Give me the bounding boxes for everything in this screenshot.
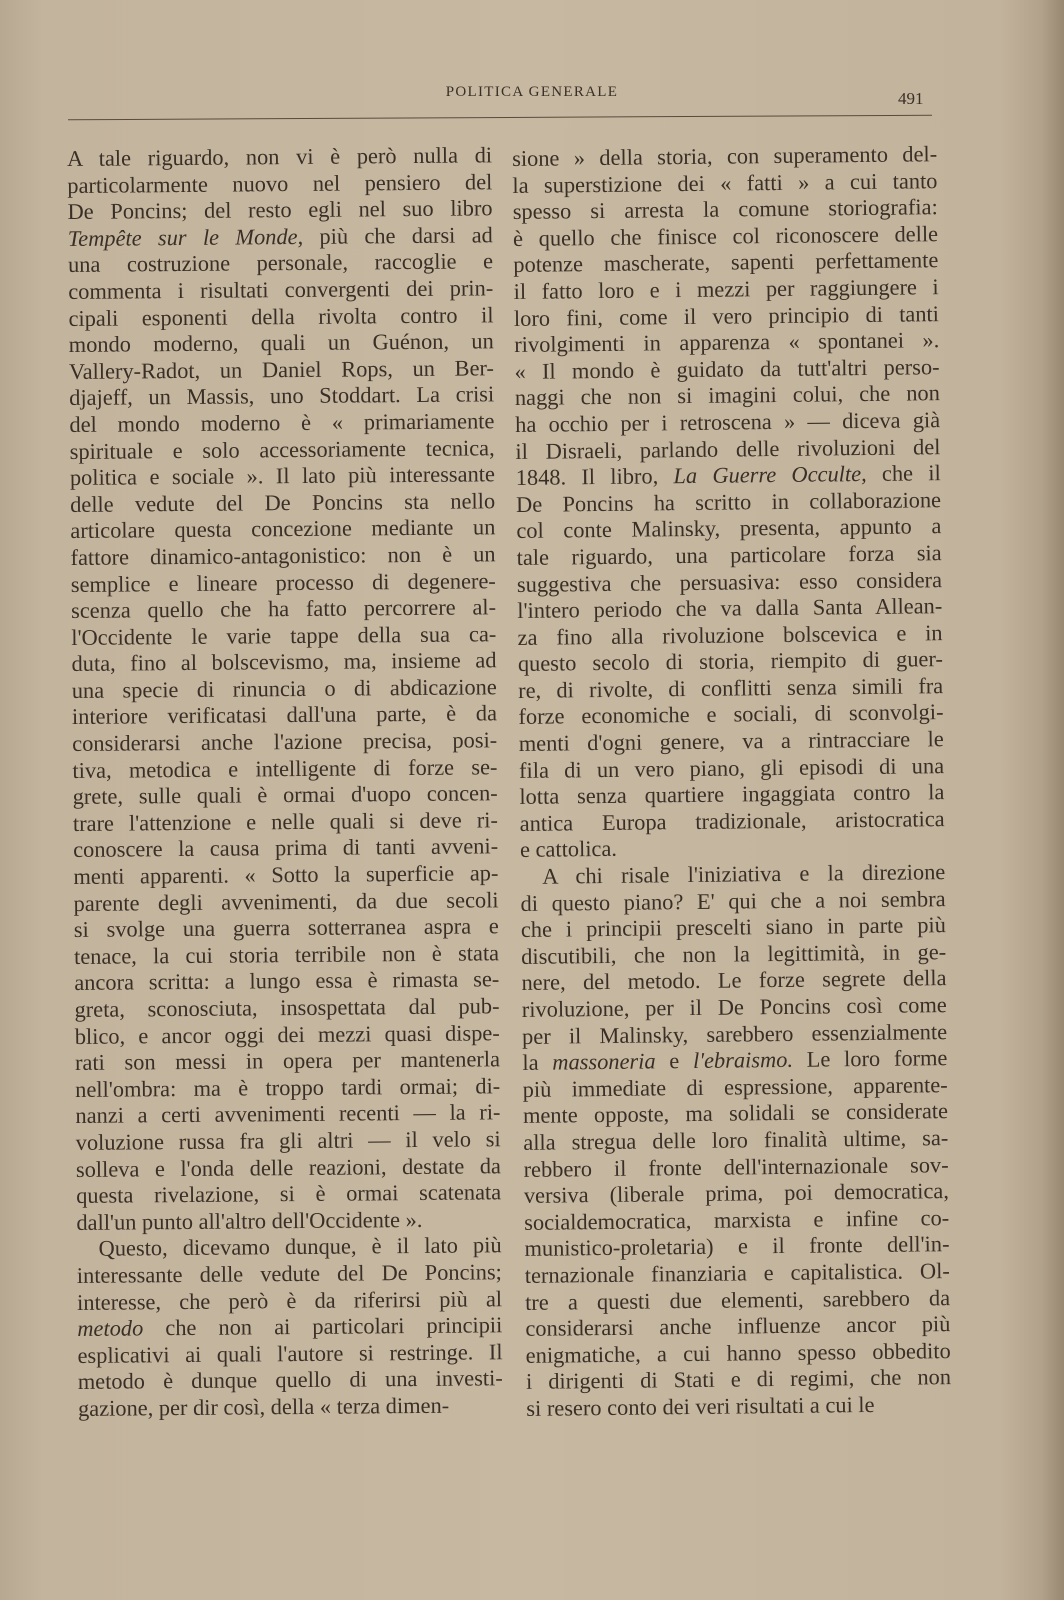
text-line: una costruzione personale, raccoglie e [67,248,494,278]
text-line: versiva (liberale prima, poi democratica, [523,1178,950,1209]
text-line: di questo piano? E' qui che a noi sembra [520,885,946,916]
text-line: è quello che finisce col riconoscere delle [512,220,939,251]
text-line: duta, fino al bolscevismo, ma, insieme ad [71,647,497,677]
text-line: nanzi a certi avvenimenti recenti — la ri- [75,1099,501,1129]
text-line: De Poncins ha scritto in collaborazione [515,486,942,517]
text-line: munistico-proletaria) e il fronte dell'in- [524,1231,950,1262]
text-line: una specie di rinuncia o di abdicazione [71,674,497,703]
text-line: enigmatiche, a cui hanno spesso obbedito [525,1337,951,1368]
text-line: De Poncins; del resto egli nel suo libro [67,195,493,225]
text-line: re, di rivolte, di conflitti senza simili fra [518,673,944,703]
text-line: articolare questa concezione mediante un [70,514,496,544]
header-rule [68,115,932,121]
text-line: il fatto loro e i mezzi per raggiungere i [513,274,939,304]
right-text-column [512,141,951,1422]
text-line: lotta senza quartiere ingaggiata contro la [519,779,945,810]
text-line: commenta i risultati convergenti dei prin- [68,275,494,304]
text-line: trare l'attenzione e nelle quali si deve ri- [72,807,499,836]
italic-segment: La Guerre Occulte, [673,461,867,489]
text-line [77,1312,502,1342]
text-segment: che non ai particolari principii [143,1312,503,1341]
text-line: per il Malinsky, sarebbero essenzialmente [521,1018,948,1049]
text-segment: 1848. Il libro, [515,463,674,491]
text-line: alla stregua delle loro finalità ultime, sa- [523,1125,949,1155]
text-line: grete, sulle quali è ormai d'uopo concen- [72,780,498,810]
text-line: particolarmente nuovo nel pensiero del [67,168,493,198]
text-line: più immediate di espressione, apparente- [522,1071,948,1102]
text-line: considerarsi anche l'azione precisa, posi- [72,727,498,757]
text-line: fattore dinamico-antagonistico: non è un [70,541,496,570]
text-segment: più che darsi ad [303,222,493,249]
page-number: 491 [898,89,924,108]
text-line: dall'un punto all'altro dell'Occidente ». [76,1206,423,1235]
text-line: fila di un vero piano, gli episodi di una [518,752,945,783]
text-line: A chi risale l'iniziativa e la direzione [542,859,946,889]
text-line: i dirigenti di Stati e di regimi, che non [525,1364,952,1395]
text-line: l'Occidente le varie tappe della sua ca- [71,620,497,650]
text-line: la superstizione dei « fatti » a cui tanto [512,167,938,198]
text-line: conoscere la causa prima di tanti avveni- [73,833,499,863]
text-line: suggestiva che persuasiva: esso considera [516,566,943,597]
text-line: antica Europa tradizionale, aristocratica [519,805,945,836]
text-line: si resero conto dei veri risultati a cui le [526,1391,875,1421]
text-line: spirituale e solo accessoriamente tecnica, [69,434,495,464]
text-line: naggi che non si imagini colui, che non [514,380,940,411]
text-line: interesse, che però è da riferirsi più al [76,1285,503,1315]
text-line: parente degli avvenimenti, da due secoli [73,886,499,916]
text-line: Vallery-Radot, un Daniel Rops, un Ber- [68,355,495,384]
text-line: tale riguardo, una particolare forza sia [516,540,942,570]
text-line: « Il mondo è guidato da tutt'altri perso- [514,353,940,384]
text-line: nell'ombra: ma è troppo tardi ormai; di- [75,1073,501,1102]
text-segment: che il [866,460,941,487]
text-line: menti apparenti. « Sotto la superficie ap- [73,860,499,890]
text-line: questo secolo di storia, riempito di guer- [517,646,943,677]
running-head: POLITICA GENERALE [445,84,619,100]
text-line: semplice e lineare processo di degenere- [70,567,496,597]
text-line: blico, e ancor oggi dei mezzi quasi dispe- [74,1019,500,1049]
italic-segment: Tempête sur le Monde, [67,223,304,251]
text-line: che i principii prescelti siano in parte più [520,912,947,943]
page-edge-shadow [1042,0,1064,1600]
text-line: voluzione russa fra gli altri — il velo si [75,1126,501,1155]
text-line: spesso si arresta la comune storiografia: [512,194,938,225]
text-line: loro fini, come il vero principio di tanti [513,300,940,331]
text-line: considerarsi anche influenze ancor più [525,1311,951,1342]
left-text-column [67,142,503,1422]
text-line: e cattolica. [519,836,618,863]
text-line: questa rivelazione, si è ormai scatenata [76,1179,502,1209]
italic-segment: metodo [77,1315,144,1342]
text-line: forze economiche e sociali, di sconvolgi- [518,699,944,730]
text-line: il Disraeli, parlando delle rivoluzioni del [515,433,941,464]
text-line: nere, del metodo. Le forze segrete della [521,965,947,996]
text-line: rati son messi in opera per mantenerla [74,1046,501,1076]
text-line: delle vedute del De Poncins sta nello [70,487,496,517]
text-line: tiva, metodica e intelligente di forze se- [72,753,498,783]
text-line: mondo moderno, quali un Guénon, un [68,328,494,358]
text-line: si svolge una guerra sotterranea aspra e [73,913,499,943]
text-line: col conte Malinsky, presenta, appunto a [516,513,942,544]
text-segment: la [522,1049,553,1076]
text-line: greta, sconosciuta, insospettata dal pub- [74,993,500,1022]
text-line: esplicativi ai quali l'autore si restringe. Il [77,1338,503,1368]
text-line: rivolgimenti in apparenza « spontanei ». [514,327,940,358]
text-line: solleva e l'onda delle reazioni, destate da [75,1152,502,1182]
text-line: discutibili, che non la legittimità, in ge- [521,938,947,969]
italic-segment: massoneria [552,1048,656,1075]
text-line: ha occhio per i retroscena » — diceva già [515,407,941,437]
text-line: djajeff, un Massis, uno Stoddart. La crisi [69,381,495,411]
text-line: rivoluzione, per il De Poncins così come [521,992,947,1022]
text-line: gazione, per dir così, della « terza dimen- [77,1392,450,1421]
text-line: cipali esponenti della rivolta contro il [68,301,494,331]
text-line: metodo è dunque quello di una investi- [77,1365,503,1395]
text-line: mente opposte, ma solidali se considerate [522,1098,949,1129]
text-line: rebbero il fronte dell'internazionale sov- [523,1151,949,1182]
text-line: ternazionale finanziaria e capitalistica. Ol- [524,1258,950,1288]
italic-segment: l'ebraismo. [692,1047,794,1074]
text-line: interessante delle vedute del De Poncins; [76,1259,502,1288]
text-line: ancora scritta: a lungo essa è rimasta se- [74,966,500,996]
text-line: menti d'ogni genere, va a rintracciare le [518,726,944,757]
text-line [68,222,493,252]
text-line: potenze mascherate, sapenti perfettamente [513,247,939,278]
text-line: Questo, dicevamo dunque, è il lato più [98,1232,502,1262]
text-line: socialdemocratica, marxista e infine co- [524,1204,950,1235]
text-line: l'intero periodo che va dalla Santa Allean- [517,593,943,624]
text-line: tre a questi due elementi, sarebbero da [524,1284,951,1315]
text-segment: e [655,1048,694,1074]
text-line: scenza quello che ha fatto percorrere al- [70,594,497,624]
text-line: za fino alla rivoluzione bolscevica e in [517,619,943,650]
text-line: politica e sociale ». Il lato più interessante [69,461,495,491]
text-line: tenace, la cui storia terribile non è stata [73,940,500,969]
text-line: interiore verificatasi dall'una parte, è da [71,700,498,730]
text-line: sione » della storia, con superamento del- [512,141,938,171]
text-segment: Le loro forme [792,1045,948,1073]
text-line: del mondo moderno è « primariamente [69,408,495,437]
text-line: A tale riguardo, non vi è però nulla di [67,142,493,171]
